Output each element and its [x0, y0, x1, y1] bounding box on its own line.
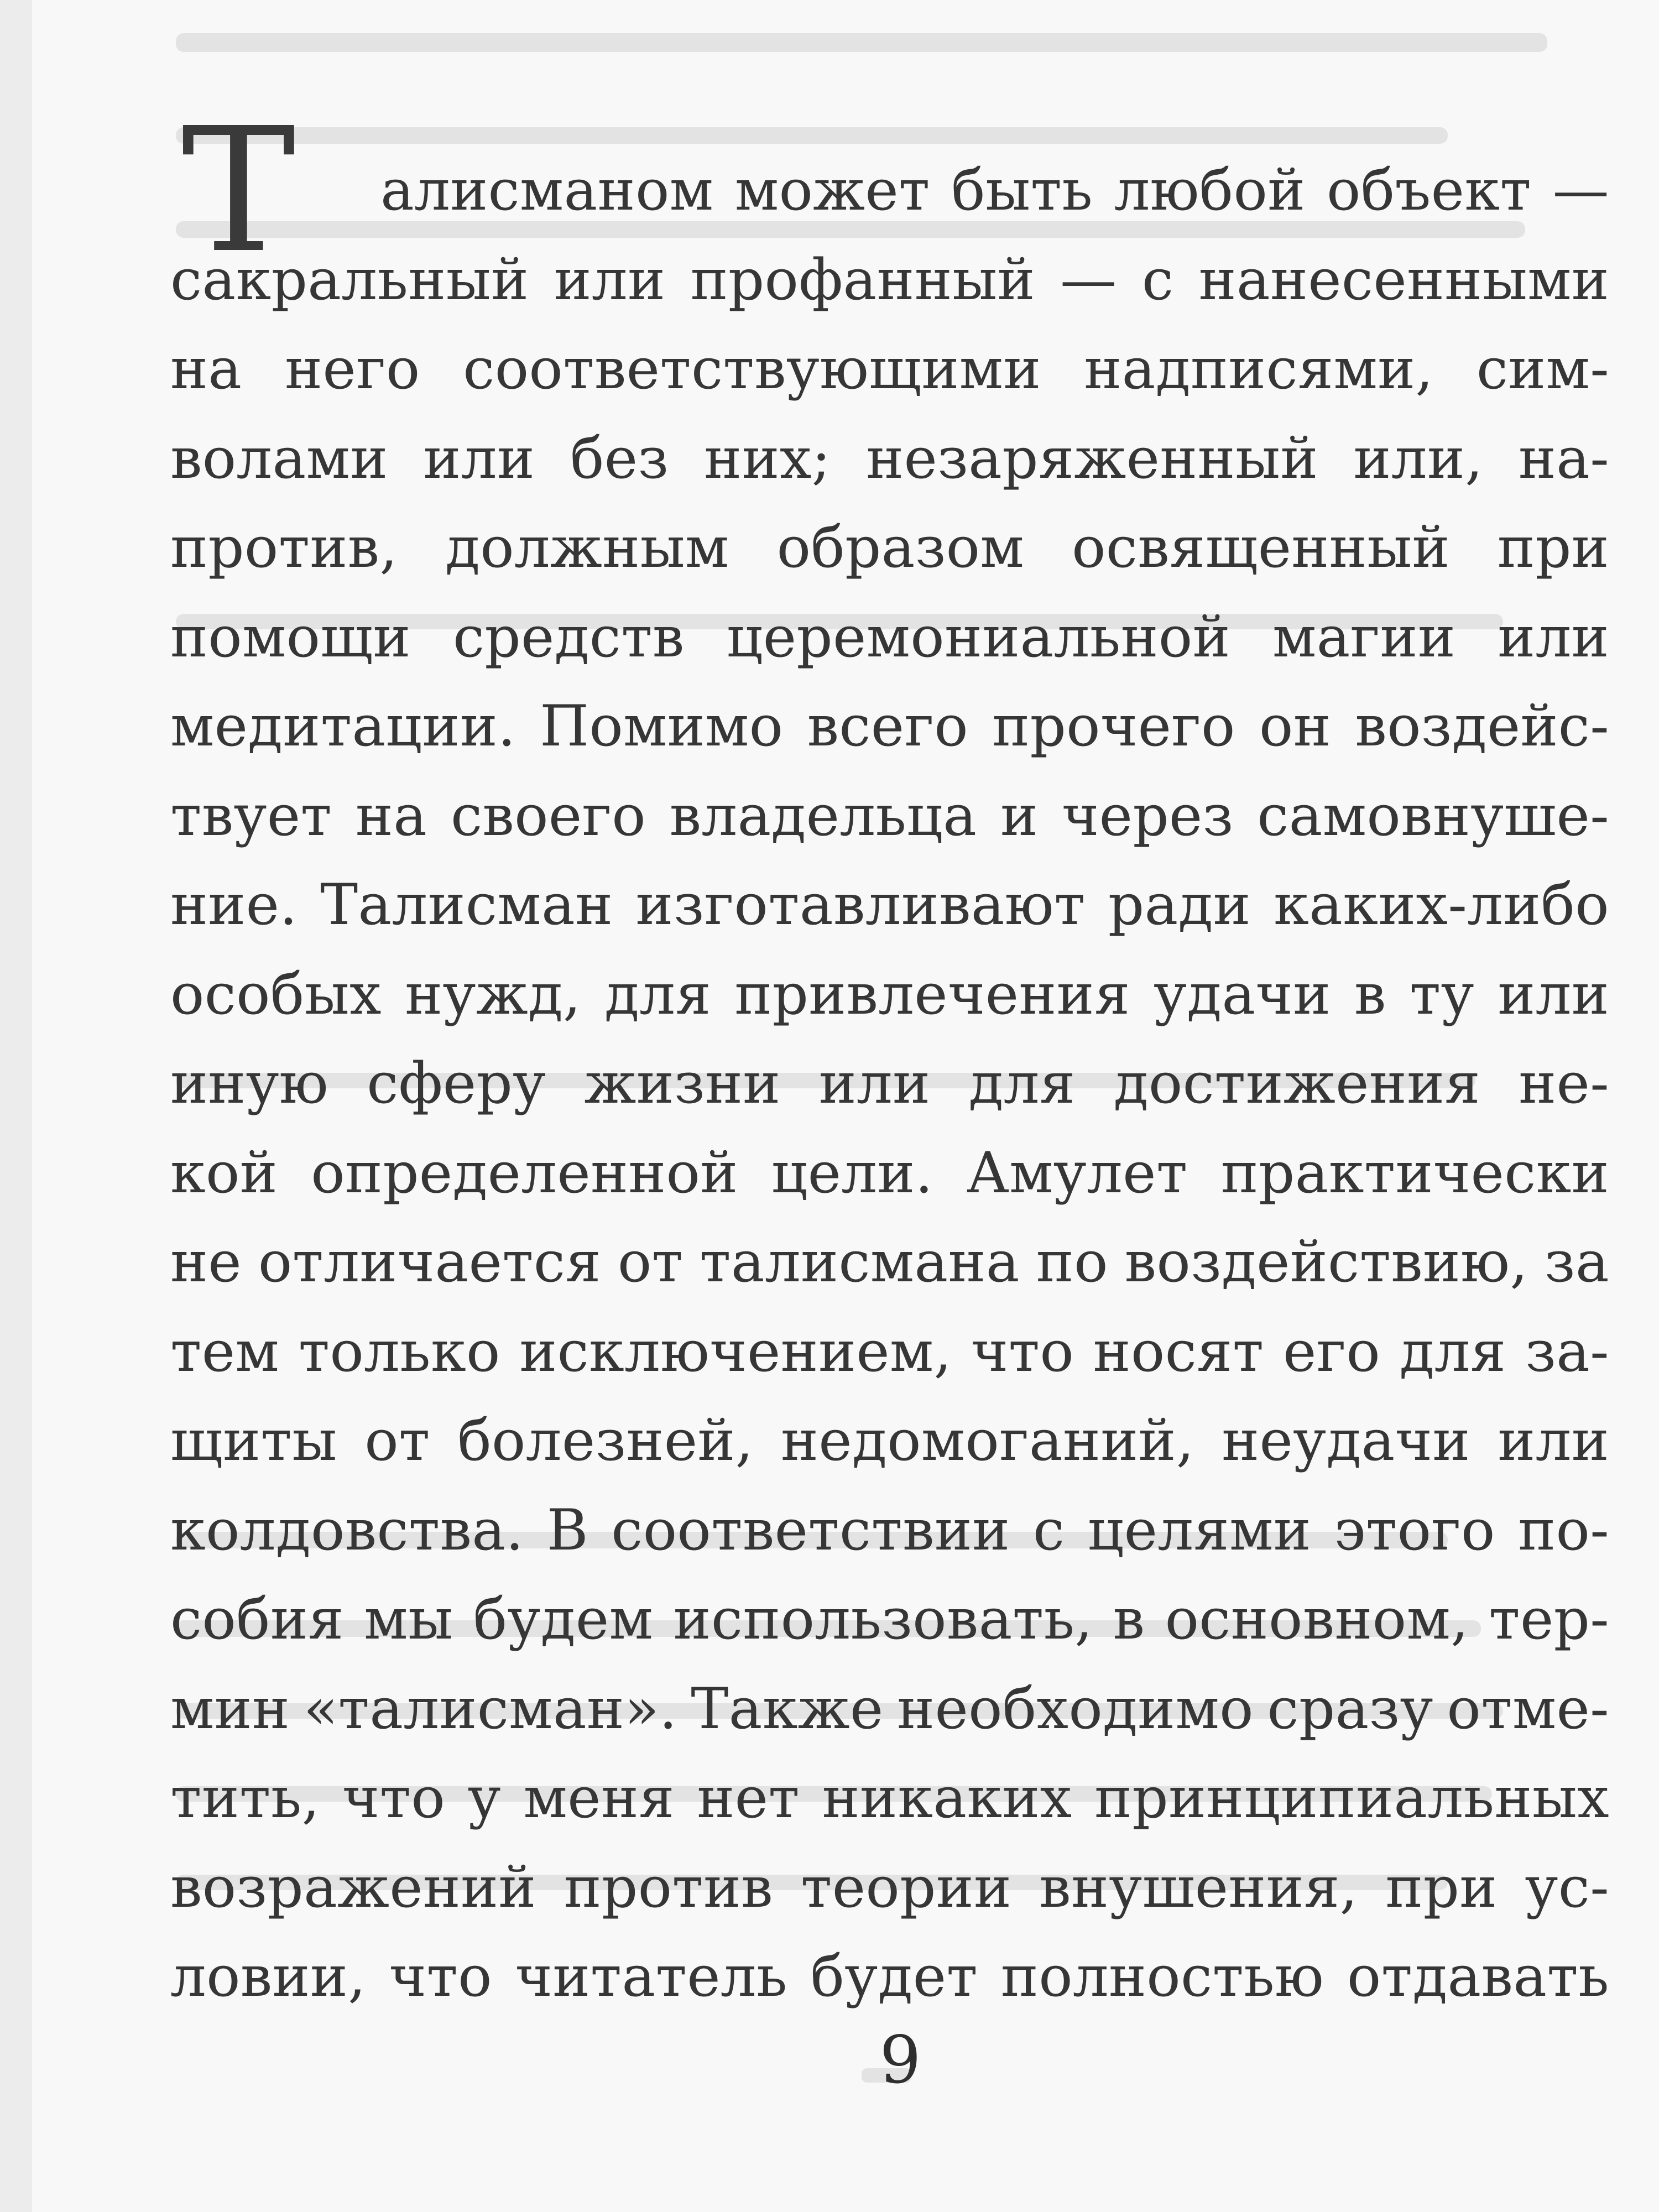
text-line-17: собия мы будем использовать, в основном, тер- [170, 1587, 1609, 1652]
text-line-11: иную сферу жизни или для достижения не- [170, 1051, 1609, 1117]
text-line-14: тем только исключением, что носят его для за- [170, 1319, 1609, 1385]
text-line-19: тить, что у меня нет никаких принципиальных [170, 1765, 1609, 1831]
book-page [32, 0, 1659, 2212]
text-line-13: не отличается от талисмана по воздействию, за [170, 1229, 1609, 1295]
text-line-2: сакральный или профанный — с нанесенными [170, 247, 1609, 313]
text-line-16: колдовства. В соответствии с целями этого по- [170, 1498, 1609, 1563]
text-line-6: помощи средств церемониальной магии или [170, 604, 1609, 670]
text-line-20: возражений против теории внушения, при ус- [170, 1855, 1609, 1921]
text-line-5: против, должным образом освященный при [170, 515, 1609, 581]
text-line-3: на него соответствующими надписями, сим- [170, 336, 1609, 402]
text-line-18: мин «талисман». Также необходимо сразу отме- [170, 1676, 1609, 1742]
text-line-7: медитации. Помимо всего прочего он воздейс- [170, 693, 1609, 759]
text-line-8: твует на своего владельца и через самовнуше- [170, 783, 1609, 849]
text-line-15: щиты от болезней, недомоганий, неудачи или [170, 1408, 1609, 1474]
drop-cap: Т [181, 91, 296, 291]
text-line-1: алисманом может быть любой объект — [380, 158, 1609, 223]
body-paragraph [170, 0, 1609, 2010]
text-line-4: волами или без них; незаряженный или, на- [170, 426, 1609, 492]
text-line-12: кой определенной цели. Амулет практически [170, 1140, 1609, 1206]
text-line-9: ние. Талисман изготавливают ради каких-либо [170, 872, 1609, 938]
page-number: 9 [879, 2022, 921, 2098]
text-line-10: особых нужд, для привлечения удачи в ту или [170, 962, 1609, 1027]
text-line-21: ловии, что читатель будет полностью отдавать [170, 1944, 1609, 2010]
